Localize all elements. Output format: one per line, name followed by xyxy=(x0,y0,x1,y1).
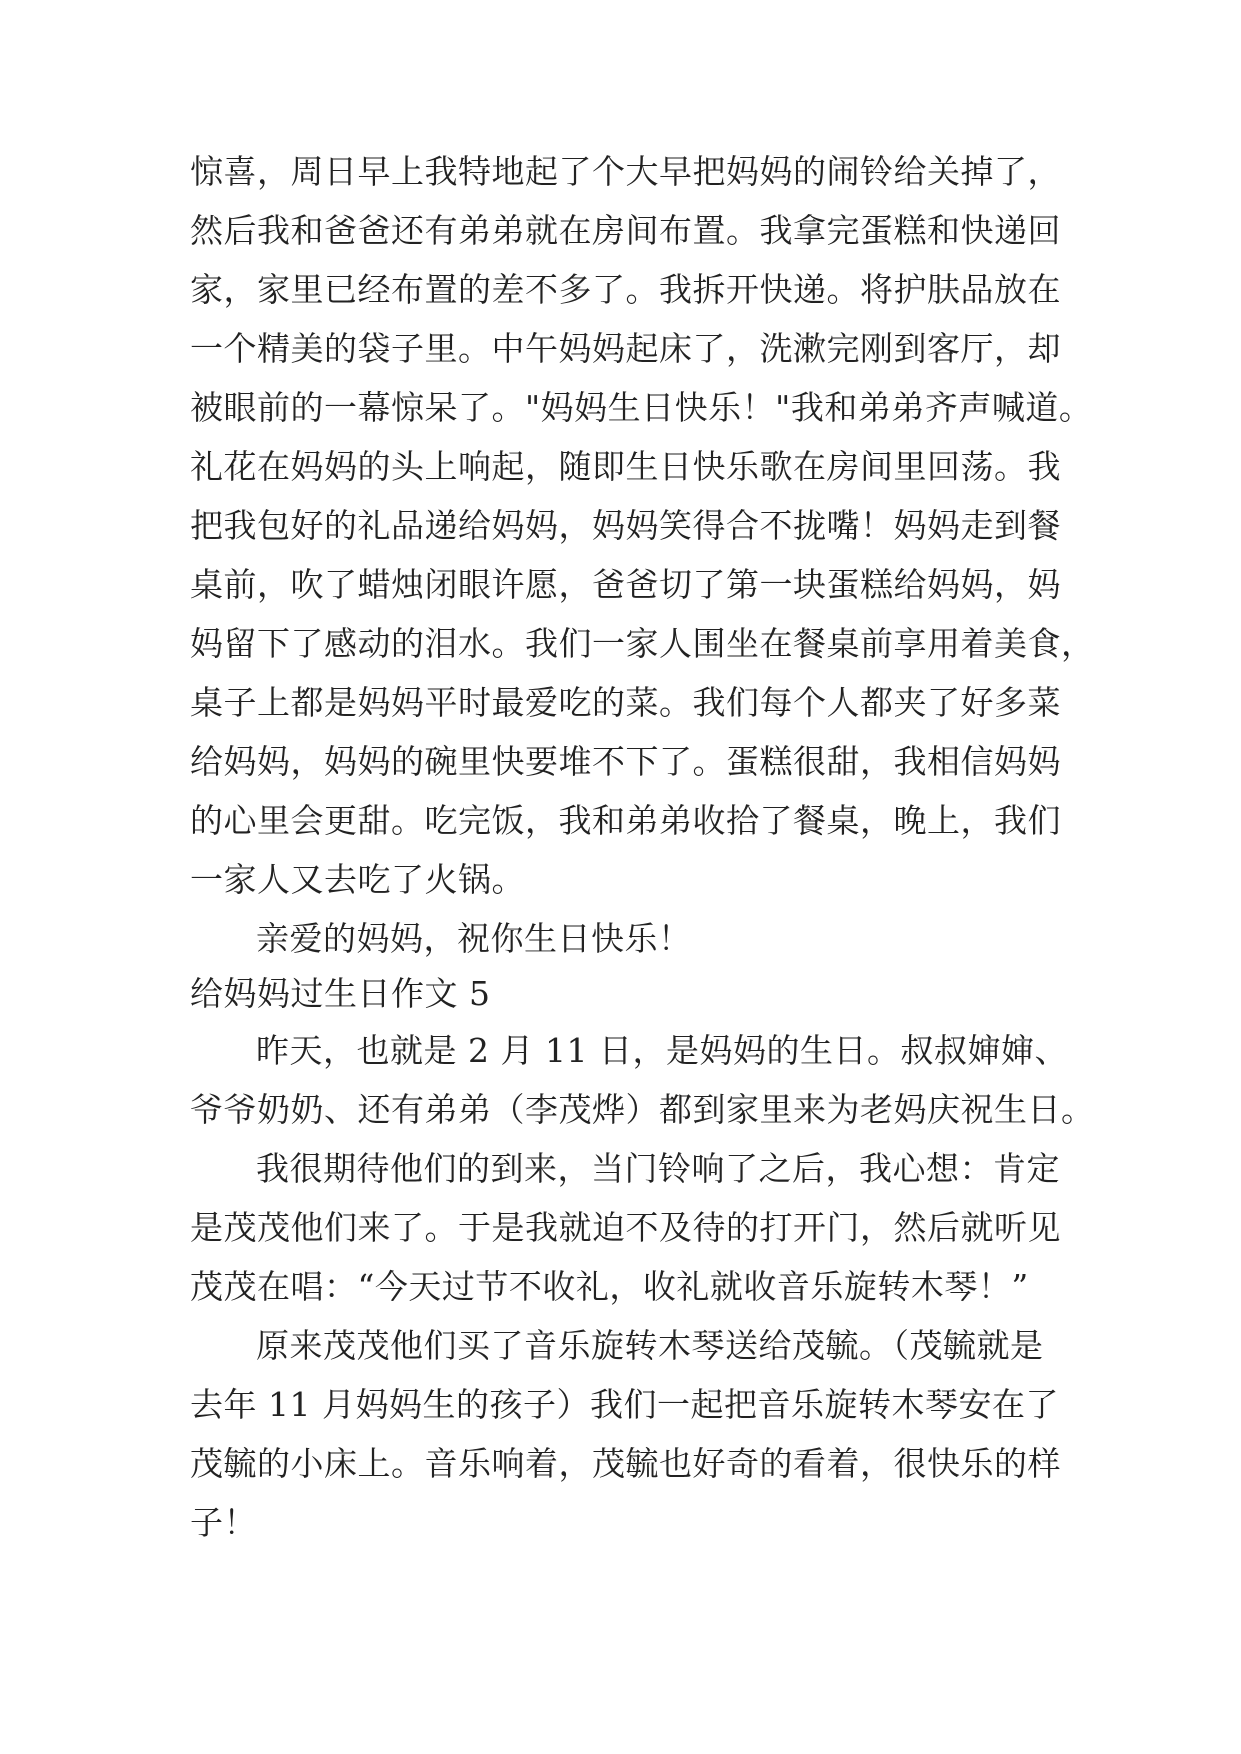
paragraph-line: 爷爷奶奶、还有弟弟（李茂烨）都到家里来为老妈庆祝生日。 xyxy=(190,1090,1095,1129)
paragraph-line: 惊喜，周日早上我特地起了个大早把妈妈的闹铃给关掉了， xyxy=(190,152,1061,191)
paragraph-line: 桌前，吹了蜡烛闭眼许愿，爸爸切了第一块蛋糕给妈妈，妈 xyxy=(190,565,1061,604)
paragraph-line: 是茂茂他们来了。于是我就迫不及待的打开门，然后就听见 xyxy=(190,1208,1061,1247)
paragraph-line: 的心里会更甜。吃完饭，我和弟弟收拾了餐桌，晚上，我们 xyxy=(190,801,1061,840)
paragraph-line: 昨天，也就是 2 月 11 日，是妈妈的生日。叔叔婶婶、 xyxy=(256,1031,1068,1070)
section-heading: 给妈妈过生日作文 5 xyxy=(190,974,491,1013)
paragraph-line: 我很期待他们的到来，当门铃响了之后，我心想：肯定 xyxy=(256,1149,1060,1188)
paragraph-line: 茂茂在唱：“今天过节不收礼，收礼就收音乐旋转木琴！” xyxy=(190,1267,1029,1306)
paragraph-line: 茂毓的小床上。音乐响着，茂毓也好奇的看着，很快乐的样 xyxy=(190,1444,1061,1483)
paragraph-line: 被眼前的一幕惊呆了。"妈妈生日快乐！"我和弟弟齐声喊道。 xyxy=(190,388,1093,427)
paragraph-line: 桌子上都是妈妈平时最爱吃的菜。我们每个人都夹了好多菜 xyxy=(190,683,1061,722)
paragraph-line: 礼花在妈妈的头上响起，随即生日快乐歌在房间里回荡。我 xyxy=(190,447,1061,486)
paragraph-line: 原来茂茂他们买了音乐旋转木琴送给茂毓。（茂毓就是 xyxy=(256,1326,1044,1365)
paragraph-line: 家，家里已经布置的差不多了。我拆开快递。将护肤品放在 xyxy=(190,270,1061,309)
paragraph-line: 去年 11 月妈妈生的孩子）我们一起把音乐旋转木琴安在了 xyxy=(190,1385,1059,1424)
paragraph-line: 妈留下了感动的泪水。我们一家人围坐在餐桌前享用着美食， xyxy=(190,624,1095,663)
closing-line: 亲爱的妈妈，祝你生日快乐！ xyxy=(256,919,692,958)
paragraph-line: 给妈妈，妈妈的碗里快要堆不下了。蛋糕很甜，我相信妈妈 xyxy=(190,742,1061,781)
paragraph-line: 然后我和爸爸还有弟弟就在房间布置。我拿完蛋糕和快递回 xyxy=(190,211,1061,250)
paragraph-line: 一个精美的袋子里。中午妈妈起床了，洗漱完刚到客厅，却 xyxy=(190,329,1061,368)
paragraph-line: 把我包好的礼品递给妈妈，妈妈笑得合不拢嘴！妈妈走到餐 xyxy=(190,506,1061,545)
paragraph-line: 子！ xyxy=(190,1503,257,1542)
paragraph-line: 一家人又去吃了火锅。 xyxy=(190,860,525,899)
